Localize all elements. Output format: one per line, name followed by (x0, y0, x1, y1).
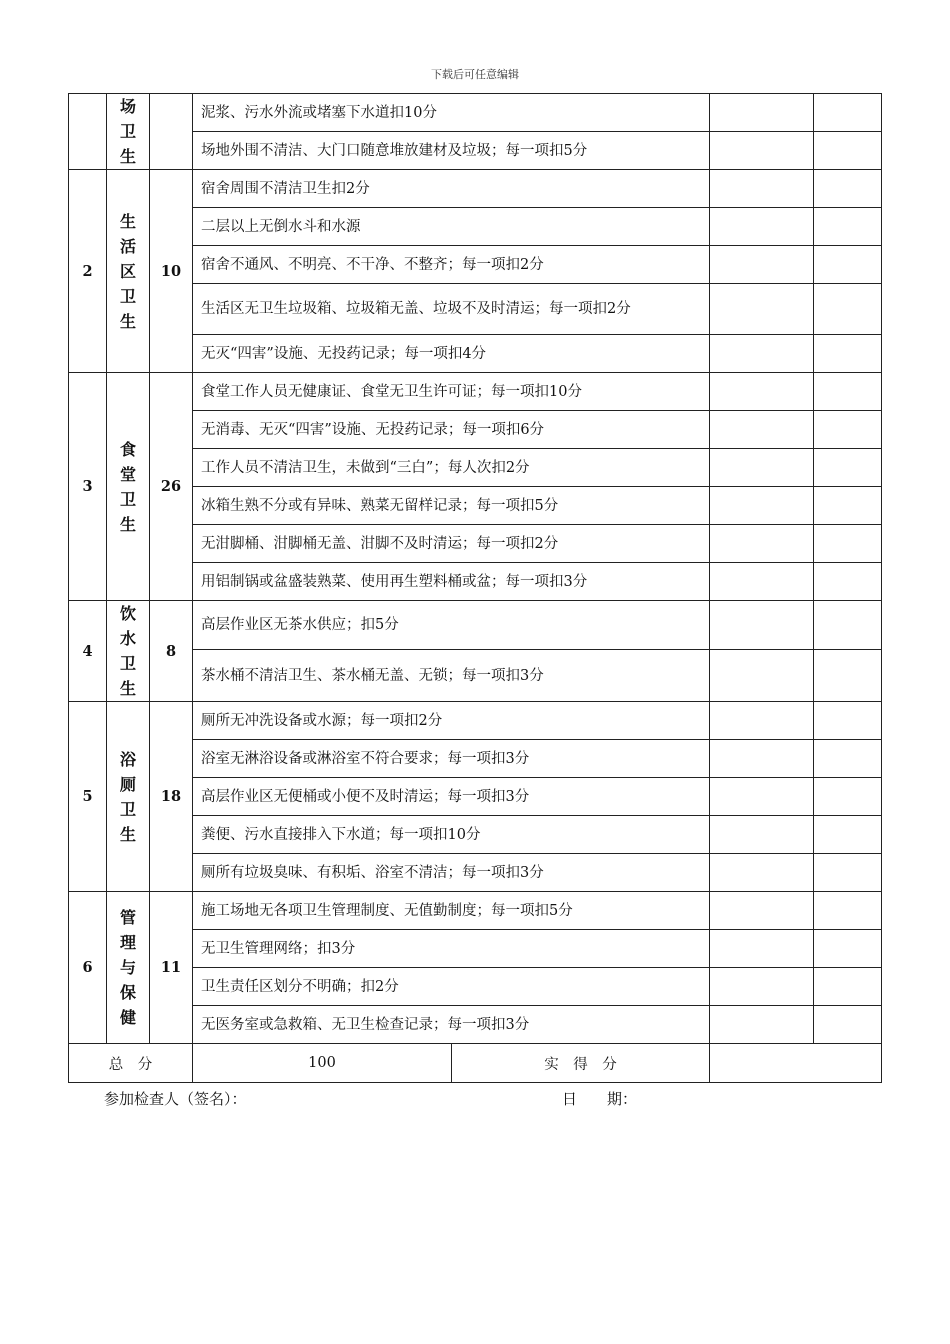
deduction-score-cell[interactable] (710, 284, 814, 335)
remarks-cell[interactable] (814, 778, 882, 816)
remarks-cell[interactable] (814, 246, 882, 284)
remarks-cell[interactable] (814, 601, 882, 650)
deduction-score-cell[interactable] (710, 740, 814, 778)
section-category (107, 170, 150, 373)
section-number: 2 (69, 170, 107, 373)
remarks-cell[interactable] (814, 208, 882, 246)
section-category-text: 管理与保健 (119, 908, 136, 1027)
remarks-cell[interactable] (814, 373, 882, 411)
section-category (107, 373, 150, 601)
section-points: 11 (150, 892, 193, 1044)
remarks-cell[interactable] (814, 1006, 882, 1044)
header-note: 下载后可任意编辑 (431, 68, 519, 81)
section-points: 10 (150, 170, 193, 373)
section-number: 5 (69, 702, 107, 892)
remarks-cell[interactable] (814, 411, 882, 449)
remarks-cell[interactable] (814, 650, 882, 702)
deduction-score-cell[interactable] (710, 601, 814, 650)
deduction-item: 宿舍不通风、不明亮、不干净、不整齐；每一项扣2分 (193, 246, 710, 284)
section-category (107, 702, 150, 892)
section-number: 3 (69, 373, 107, 601)
section-number: 6 (69, 892, 107, 1044)
total-value-cell (193, 1044, 710, 1083)
remarks-cell[interactable] (814, 740, 882, 778)
section-category (107, 601, 150, 702)
deduction-item: 宿舍周围不清洁卫生扣2分 (193, 170, 710, 208)
remarks-cell[interactable] (814, 563, 882, 601)
remarks-cell[interactable] (814, 170, 882, 208)
deduction-item: 茶水桶不清洁卫生、茶水桶无盖、无锁；每一项扣3分 (193, 650, 710, 702)
signature-line (104, 1088, 664, 1109)
deduction-score-cell[interactable] (710, 208, 814, 246)
deduction-item: 场地外围不清洁、大门口随意堆放建材及垃圾；每一项扣5分 (193, 132, 710, 170)
table-row (69, 601, 882, 650)
date-label: 日 期： (562, 1090, 638, 1108)
remarks-cell[interactable] (814, 854, 882, 892)
deduction-score-cell[interactable] (710, 816, 814, 854)
section-category (107, 94, 150, 170)
total-value: 100 (193, 1044, 452, 1082)
deduction-score-cell[interactable] (710, 132, 814, 170)
inspector-signature-label: 参加检查人（签名）： (104, 1090, 247, 1108)
deduction-score-cell[interactable] (710, 487, 814, 525)
deduction-item: 二层以上无倒水斗和水源 (193, 208, 710, 246)
table-row (69, 94, 882, 132)
remarks-cell[interactable] (814, 284, 882, 335)
deduction-score-cell[interactable] (710, 563, 814, 601)
section-category-text: 生活区卫生 (119, 211, 136, 331)
deduction-item: 泥浆、污水外流或堵塞下水道扣10分 (193, 94, 710, 132)
section-points: 26 (150, 373, 193, 601)
deduction-item: 施工场地无各项卫生管理制度、无值勤制度；每一项扣5分 (193, 892, 710, 930)
deduction-item: 食堂工作人员无健康证、食堂无卫生许可证；每一项扣10分 (193, 373, 710, 411)
remarks-cell[interactable] (814, 94, 882, 132)
remarks-cell[interactable] (814, 449, 882, 487)
deduction-item: 高层作业区无茶水供应；扣5分 (193, 601, 710, 650)
section-category-text: 浴厕卫生 (119, 749, 136, 844)
section-points (150, 94, 193, 170)
section-category-text: 场卫生 (119, 97, 136, 166)
deduction-item: 无灭“四害”设施、无投药记录；每一项扣4分 (193, 335, 710, 373)
deduction-score-cell[interactable] (710, 1006, 814, 1044)
deduction-item: 厕所有垃圾臭味、有积垢、浴室不清洁；每一项扣3分 (193, 854, 710, 892)
total-row (69, 1044, 882, 1083)
remarks-cell[interactable] (814, 930, 882, 968)
remarks-cell[interactable] (814, 968, 882, 1006)
table-row (69, 892, 882, 930)
table-row (69, 702, 882, 740)
deduction-score-cell[interactable] (710, 968, 814, 1006)
deduction-item: 粪便、污水直接排入下水道；每一项扣10分 (193, 816, 710, 854)
section-number (69, 94, 107, 170)
deduction-score-cell[interactable] (710, 411, 814, 449)
deduction-score-cell[interactable] (710, 930, 814, 968)
section-category-text: 饮水卫生 (119, 604, 136, 698)
remarks-cell[interactable] (814, 892, 882, 930)
deduction-item: 卫生责任区划分不明确；扣2分 (193, 968, 710, 1006)
deduction-item: 高层作业区无便桶或小便不及时清运；每一项扣3分 (193, 778, 710, 816)
deduction-item: 无卫生管理网络；扣3分 (193, 930, 710, 968)
actual-score-label: 实 得 分 (544, 1056, 617, 1073)
deduction-item: 冰箱生熟不分或有异味、熟菜无留样记录；每一项扣5分 (193, 487, 710, 525)
deduction-score-cell[interactable] (710, 94, 814, 132)
deduction-item: 无医务室或急救箱、无卫生检查记录；每一项扣3分 (193, 1006, 710, 1044)
remarks-cell[interactable] (814, 335, 882, 373)
deduction-score-cell[interactable] (710, 170, 814, 208)
actual-score-value[interactable] (710, 1044, 882, 1083)
deduction-score-cell[interactable] (710, 778, 814, 816)
deduction-score-cell[interactable] (710, 449, 814, 487)
table-row (69, 170, 882, 208)
deduction-item: 用铝制锅或盆盛装熟菜、使用再生塑料桶或盆；每一项扣3分 (193, 563, 710, 601)
section-number: 4 (69, 601, 107, 702)
remarks-cell[interactable] (814, 525, 882, 563)
deduction-score-cell[interactable] (710, 246, 814, 284)
deduction-score-cell[interactable] (710, 702, 814, 740)
section-points: 18 (150, 702, 193, 892)
remarks-cell[interactable] (814, 132, 882, 170)
remarks-cell[interactable] (814, 702, 882, 740)
hygiene-score-table (68, 93, 882, 1083)
deduction-score-cell[interactable] (710, 892, 814, 930)
total-label: 总 分 (69, 1044, 193, 1083)
deduction-item: 无消毒、无灭“四害”设施、无投药记录；每一项扣6分 (193, 411, 710, 449)
deduction-item: 无泔脚桶、泔脚桶无盖、泔脚不及时清运；每一项扣2分 (193, 525, 710, 563)
section-points: 8 (150, 601, 193, 702)
deduction-item: 工作人员不清洁卫生，未做到“三白”；每人次扣2分 (193, 449, 710, 487)
section-category-text: 食堂卫生 (119, 439, 136, 534)
deduction-item: 厕所无冲洗设备或水源；每一项扣2分 (193, 702, 710, 740)
deduction-item: 浴室无淋浴设备或淋浴室不符合要求；每一项扣3分 (193, 740, 710, 778)
remarks-cell[interactable] (814, 487, 882, 525)
deduction-score-cell[interactable] (710, 525, 814, 563)
deduction-score-cell[interactable] (710, 335, 814, 373)
deduction-score-cell[interactable] (710, 650, 814, 702)
deduction-score-cell[interactable] (710, 373, 814, 411)
table-row (69, 373, 882, 411)
deduction-score-cell[interactable] (710, 854, 814, 892)
section-category (107, 892, 150, 1044)
deduction-item: 生活区无卫生垃圾箱、垃圾箱无盖、垃圾不及时清运；每一项扣2分 (193, 284, 710, 335)
remarks-cell[interactable] (814, 816, 882, 854)
